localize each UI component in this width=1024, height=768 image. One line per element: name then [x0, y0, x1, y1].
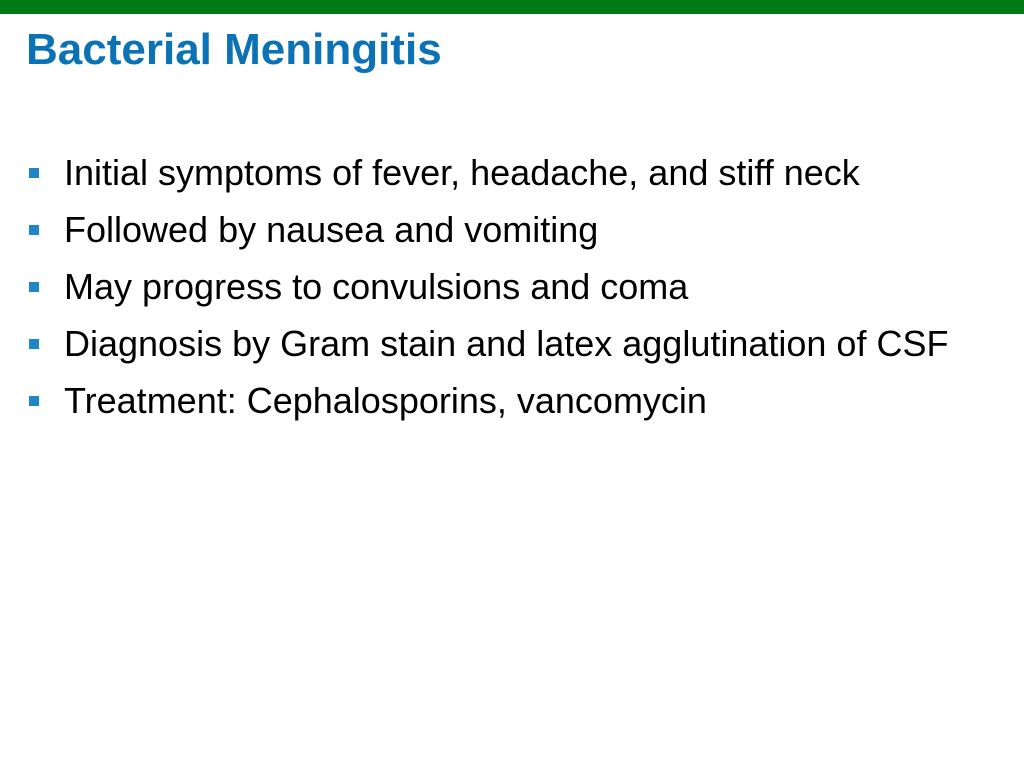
square-bullet-icon — [29, 168, 39, 178]
bullet-text: May progress to convulsions and coma — [64, 266, 689, 307]
bullet-item — [26, 378, 966, 424]
top-accent-bar — [0, 0, 1024, 14]
bullet-item — [26, 321, 966, 367]
bullet-item — [26, 207, 966, 253]
bullet-item — [26, 264, 966, 310]
bullet-list — [26, 150, 966, 435]
bullet-item — [26, 150, 966, 196]
slide-title: Bacterial Meningitis — [26, 25, 442, 74]
bullet-text: Treatment: Cephalosporins, vancomycin — [64, 380, 707, 421]
bullet-text: Initial symptoms of fever, headache, and stiff neck — [64, 152, 860, 193]
square-bullet-icon — [29, 282, 39, 292]
square-bullet-icon — [29, 225, 39, 235]
bullet-text: Followed by nausea and vomiting — [64, 209, 599, 250]
square-bullet-icon — [29, 396, 39, 406]
bullet-text: Diagnosis by Gram stain and latex agglutination of CSF — [64, 323, 949, 364]
square-bullet-icon — [29, 339, 39, 349]
